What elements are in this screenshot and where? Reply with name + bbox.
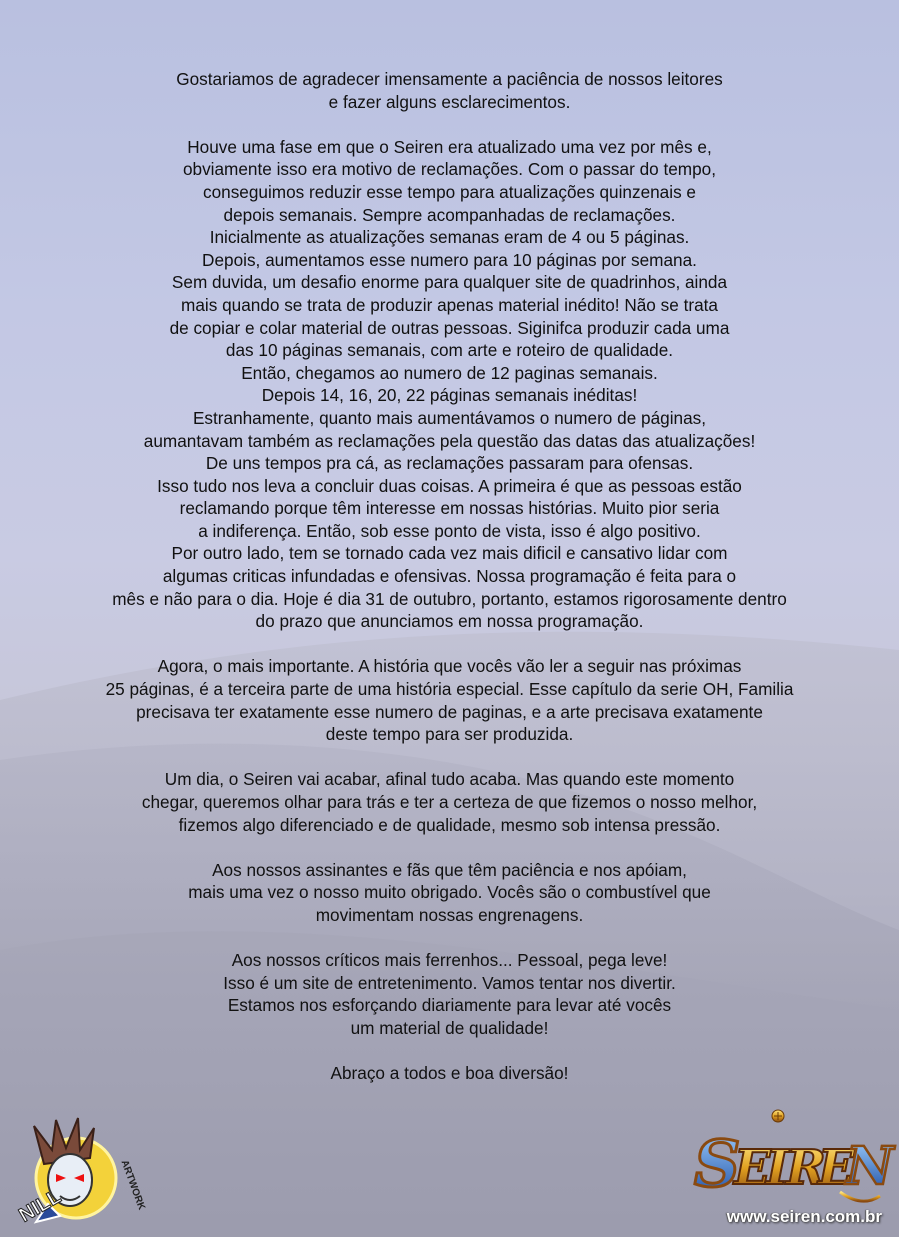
letter-line: Então, chegamos ao numero de 12 paginas semanais. [241, 362, 658, 383]
letter-paragraph [0, 1062, 899, 1085]
letter-paragraph [0, 768, 899, 836]
svg-text:I: I [766, 1140, 789, 1196]
letter-line: aumantavam também as reclamações pela questão das datas das atualizações! [143, 430, 756, 451]
letter-line: De uns tempos pra cá, as reclamações passaram para ofensas. [205, 453, 694, 474]
letter-line: Aos nossos assinantes e fãs que têm paciência e nos apóiam, [212, 859, 687, 880]
letter-line: 25 páginas, é a terceira parte de uma história especial. Esse capítulo da serie OH, Familia [105, 679, 794, 700]
letter-line: obviamente isso era motivo de reclamações. Com o passar do tempo, [182, 159, 717, 180]
svg-text:E: E [734, 1140, 771, 1196]
letter-line: Sem duvida, um desafio enorme para qualquer site de quadrinhos, ainda [171, 272, 728, 293]
letter-line: Por outro lado, tem se tornado cada vez mais dificil e cansativo lidar com [171, 543, 728, 564]
letter-line: reclamando porque têm interesse em nossas histórias. Muito pior seria [179, 498, 720, 519]
letter-paragraph [0, 136, 899, 633]
letter-line: fizemos algo diferenciado e de qualidade, mesmo sob intensa pressão. [178, 814, 721, 835]
letter-line: mais quando se trata de produzir apenas material inédito! Não se trata [181, 294, 718, 315]
letter-line: Um dia, o Seiren vai acabar, afinal tudo acaba. Mas quando este momento [164, 769, 735, 790]
letter-line: Estamos nos esforçando diariamente para levar até vocês [227, 995, 672, 1016]
letter-line: Aos nossos críticos mais ferrenhos... Pessoal, pega leve! [231, 950, 668, 971]
svg-text:E: E [818, 1140, 855, 1196]
letter-line: um material de qualidade! [350, 1017, 549, 1038]
letter-line: Agora, o mais importante. A história que vocês vão ler a seguir nas próximas [157, 656, 742, 677]
letter-text [0, 68, 899, 1107]
letter-line: e fazer alguns esclarecimentos. [328, 91, 571, 112]
letter-line: chegar, queremos olhar para trás e ter a certeza de que fizemos o nosso melhor, [141, 792, 758, 812]
letter-line: depois semanais. Sempre acompanhadas de reclamações. [223, 204, 676, 225]
svg-text:ARTWORK: ARTWORK [118, 1158, 147, 1212]
letter-line: Estranhamente, quanto mais aumentávamos o numero de páginas, [192, 407, 707, 428]
website-url: www.seiren.com.br [726, 1207, 882, 1226]
letter-line: Gostariamos de agradecer imensamente a paciência de nossos leitores [176, 69, 723, 89]
letter-line: mais uma vez o nosso muito obrigado. Vocês são o combustível que [188, 882, 711, 903]
letter-paragraph [0, 655, 899, 745]
svg-text:S: S [694, 1127, 741, 1202]
letter-line: de copiar e colar material de outras pessoas. Siginifca produzir cada uma [169, 317, 730, 338]
letter-line: precisava ter exatamente esse numero de paginas, e a arte precisava exatamente [136, 701, 763, 722]
svg-text:NILL: NILL [15, 1185, 65, 1227]
letter-line: a indiferença. Então, sob esse ponto de vista, isso é algo positivo. [198, 520, 701, 541]
letter-line: Inicialmente as atualizações semanas eram de 4 ou 5 páginas. [209, 227, 690, 248]
letter-line: Abraço a todos e boa diversão! [330, 1063, 569, 1084]
seiren-logo [690, 1108, 894, 1208]
letter-line: Isso é um site de entretenimento. Vamos tentar nos divertir. [223, 972, 676, 993]
letter-paragraph [0, 68, 899, 113]
letter-line: Depois, aumentamos esse numero para 10 páginas por semana. [202, 249, 697, 270]
letter-line: conseguimos reduzir esse tempo para atualizações quinzenais e [203, 181, 696, 202]
letter-line: Houve uma fase em que o Seiren era atualizado uma vez por mês e, [187, 136, 712, 157]
letter-line: Depois 14, 16, 20, 22 páginas semanais inéditas! [261, 385, 638, 406]
svg-text:N: N [846, 1136, 894, 1197]
letter-line: algumas criticas infundadas e ofensivas. Nossa programação é feita para o [162, 566, 737, 587]
letter-line: do prazo que anunciamos em nossa programação. [255, 611, 644, 632]
letter-paragraph [0, 949, 899, 1039]
letter-line: das 10 páginas semanais, com arte e roteiro de qualidade. [225, 340, 674, 361]
letter-line: movimentam nossas engrenagens. [315, 904, 584, 925]
letter-paragraph [0, 859, 899, 927]
letter-line: mês e não para o dia. Hoje é dia 31 de outubro, portanto, estamos rigorosamente dentro [112, 588, 787, 609]
letter-line: Isso tudo nos leva a concluir duas coisas. A primeira é que as pessoas estão [157, 475, 742, 496]
letter-line: deste tempo para ser produzida. [325, 724, 574, 745]
svg-text:R: R [786, 1140, 826, 1196]
nill-artwork-logo [14, 1112, 147, 1227]
